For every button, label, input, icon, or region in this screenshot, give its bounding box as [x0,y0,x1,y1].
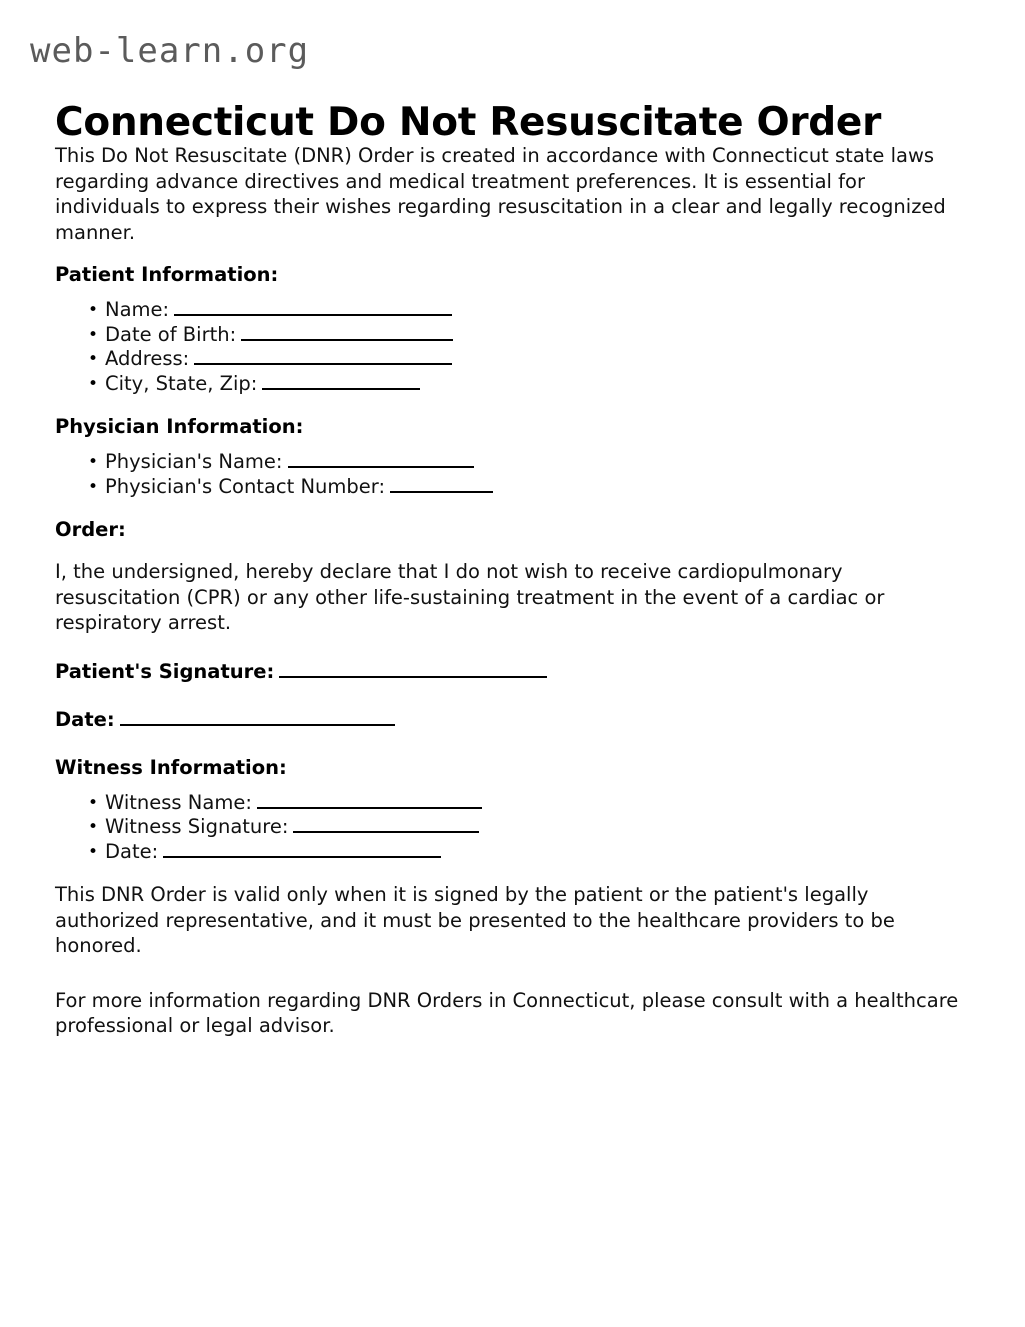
list-item [105,347,973,372]
field-blank-line[interactable] [241,324,453,341]
field-label: Witness Name: [105,790,252,814]
field-blank-line[interactable] [262,373,420,390]
field-blank-line[interactable] [390,476,493,493]
field-label: Address: [105,347,190,370]
patient-date-label: Date: [55,707,115,731]
patient-signature-line [55,659,973,685]
field-label: Witness Signature: [105,815,289,838]
list-item [105,372,973,397]
list-item [105,323,973,348]
field-blank-line[interactable] [293,816,479,833]
list-item [105,815,973,840]
patient-information-fields [55,298,973,396]
more-information-paragraph: For more information regarding DNR Orders in Connecticut, please consult with a healthcare professional or legal advisor. [55,988,959,1037]
list-item [105,791,973,816]
witness-information-heading: Witness Information: [55,755,287,779]
field-label: Date of Birth: [105,322,237,346]
field-blank-line[interactable] [163,841,441,858]
field-label: Name: [105,298,170,321]
spacer [55,976,973,988]
field-label: Date: [105,839,159,863]
page-title: Connecticut Do Not Resuscitate Order [55,100,882,146]
field-label: City, State, Zip: [105,371,258,395]
field-label: Physician's Name: [105,450,283,473]
field-blank-line[interactable] [257,792,482,809]
patient-signature-blank[interactable] [279,661,547,678]
patient-date-blank[interactable] [120,709,395,726]
physician-information-fields [55,450,973,499]
list-item [105,450,973,475]
witness-information-fields [55,791,973,865]
validity-paragraph: This DNR Order is valid only when it is signed by the patient or the patient's legally authorized representative, and it must be presented to the healthcare providers to be honored. [55,883,895,957]
list-item [105,840,973,865]
patient-date-line [55,707,973,733]
intro-paragraph: This Do Not Resuscitate (DNR) Order is created in accordance with Connecticut state laws regarding advance directives and medical treatment preferences. It is essential for individuals to express their wishes regarding resuscitation in a clear and legally recognized manner. [55,144,946,244]
order-heading: Order: [55,518,126,541]
document-body [55,143,973,1056]
field-blank-line[interactable] [194,348,452,365]
field-blank-line[interactable] [288,451,474,468]
list-item [105,475,973,500]
list-item [105,298,973,323]
field-blank-line[interactable] [174,299,452,316]
site-watermark: web-learn.org [30,31,310,71]
order-paragraph: I, the undersigned, hereby declare that I do not wish to receive cardiopulmonary resuscitation (CPR) or any other life-sustaining treatment in the event of a cardiac or respiratory arrest. [55,560,885,634]
patient-signature-label: Patient's Signature: [55,659,275,683]
physician-information-heading: Physician Information: [55,415,304,438]
field-label: Physician's Contact Number: [105,474,386,498]
patient-information-heading: Patient Information: [55,263,279,286]
